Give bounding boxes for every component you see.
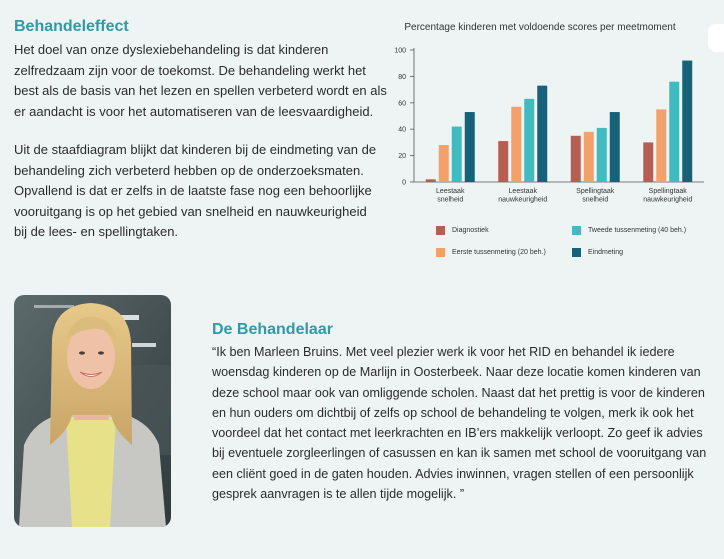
- text-line: Opvallend is dat er zelfs in de laatste fase nog een behoorlijke: [14, 183, 372, 198]
- legend-item: [572, 248, 623, 257]
- legend-swatch: [572, 248, 581, 257]
- legend-swatch: [436, 226, 445, 235]
- bar-chart-svg: [372, 14, 712, 224]
- results-paragraph: [14, 140, 376, 243]
- text-line: vooruitgang is op het gebied van snelheid en nauwkeurigheid: [14, 203, 367, 219]
- bar-chart: [372, 14, 712, 264]
- legend-label: Eerste tussenmeting (20 beh.): [452, 249, 546, 256]
- x-tick-label: Spellingtaak: [648, 188, 687, 195]
- text-line: Het doel van onze dyslexiebehandeling is dat kinderen: [14, 42, 329, 57]
- legend-label: Tweede tussenmeting (40 beh.): [588, 227, 687, 234]
- x-tick-label: Leestaak: [436, 188, 465, 195]
- bar: [597, 128, 607, 182]
- text-line: bij eventuele zorgleerlingen of casussen en kan ik samen met school de vooruitgang van: [212, 446, 707, 461]
- bar: [498, 141, 508, 182]
- legend-item: [572, 226, 686, 235]
- y-tick-label: 0: [402, 179, 406, 187]
- bar: [426, 179, 436, 182]
- legend-label: Diagnostiek: [452, 227, 489, 234]
- intro-paragraph: [14, 40, 387, 122]
- x-tick-label: snelheid: [582, 196, 609, 204]
- bar: [584, 132, 594, 182]
- bar: [643, 142, 653, 182]
- bar: [571, 136, 581, 182]
- legend-swatch: [572, 226, 581, 235]
- text-line: woensdag kinderen op de Marlijn in Oosterbeek. Naar deze locatie komen kinderen van: [212, 365, 701, 380]
- text-line: best als de basis van het lezen en spellen verbeterd wordt en als: [14, 83, 387, 98]
- bar: [452, 127, 462, 182]
- x-tick-label: Leestaak: [508, 188, 537, 195]
- x-tick-label: nauwkeurigheid: [643, 196, 693, 204]
- bar: [656, 109, 666, 182]
- text-line: en hun ouders om dichtbij of zelfs op school de behandeling te volgen, merk ik ook het: [212, 405, 694, 420]
- legend-label: Eindmeting: [588, 249, 624, 256]
- text-line: voordeel dat het contact met leerkrachten en IB’ers makkelijk verloopt. Zo geef ik advies: [212, 426, 703, 441]
- y-tick-label: 60: [398, 100, 406, 108]
- text-line: gesprek aanvragen is te allen tijde mogelijk. ”: [212, 487, 465, 502]
- section-title-behandeleffect: Behandeleffect: [14, 18, 129, 35]
- portrait-photo: [14, 295, 171, 527]
- bar: [524, 99, 534, 182]
- text-line: een cliënt goed in de gaten houden. Advies inwinnen, vragen stellen of een persoonlijk: [212, 466, 694, 481]
- legend-swatch: [436, 248, 445, 257]
- bar: [669, 82, 679, 182]
- x-tick-label: nauwkeurigheid: [498, 196, 548, 204]
- y-tick-label: 20: [398, 153, 406, 161]
- page-corner-tab: [708, 24, 724, 52]
- bar: [610, 112, 620, 182]
- text-line: deze school maar ook van omliggende scholen. Naast dat het prettig is voor de kinderen: [212, 385, 705, 400]
- text-line: Uit de staafdiagram blijkt dat kinderen bij de eindmeting van de: [14, 142, 377, 157]
- y-tick-label: 40: [398, 126, 406, 134]
- quote-paragraph: [212, 342, 706, 504]
- text-line: zelfredzaam zijn voor de toekomst. De behandeling werkt het: [14, 62, 366, 78]
- bar: [465, 112, 475, 182]
- bar: [511, 107, 521, 182]
- text-line: behandeling zich verbeterd hebben op de onderzoeksmaten.: [14, 162, 364, 178]
- text-line: “Ik ben Marleen Bruins. Met veel plezier werk ik voor het RID en behandel ik iedere: [212, 345, 675, 359]
- legend-item: [436, 248, 546, 257]
- section-title-de-behandelaar: De Behandelaar: [212, 321, 333, 338]
- y-tick-label: 100: [394, 47, 406, 55]
- text-line: er aandacht is voor het automatiseren van de leesvaardigheid.: [14, 103, 374, 119]
- x-tick-label: snelheid: [437, 196, 464, 204]
- bar: [682, 61, 692, 182]
- text-line: bij de lees- en spellingtaken.: [14, 224, 179, 239]
- bar: [439, 145, 449, 182]
- legend-item: [436, 226, 489, 235]
- y-tick-label: 80: [398, 73, 406, 81]
- chart-title: Percentage kinderen met voldoende scores per meetmoment: [404, 22, 676, 33]
- x-tick-label: Spellingtaak: [576, 188, 615, 195]
- bar: [537, 86, 547, 182]
